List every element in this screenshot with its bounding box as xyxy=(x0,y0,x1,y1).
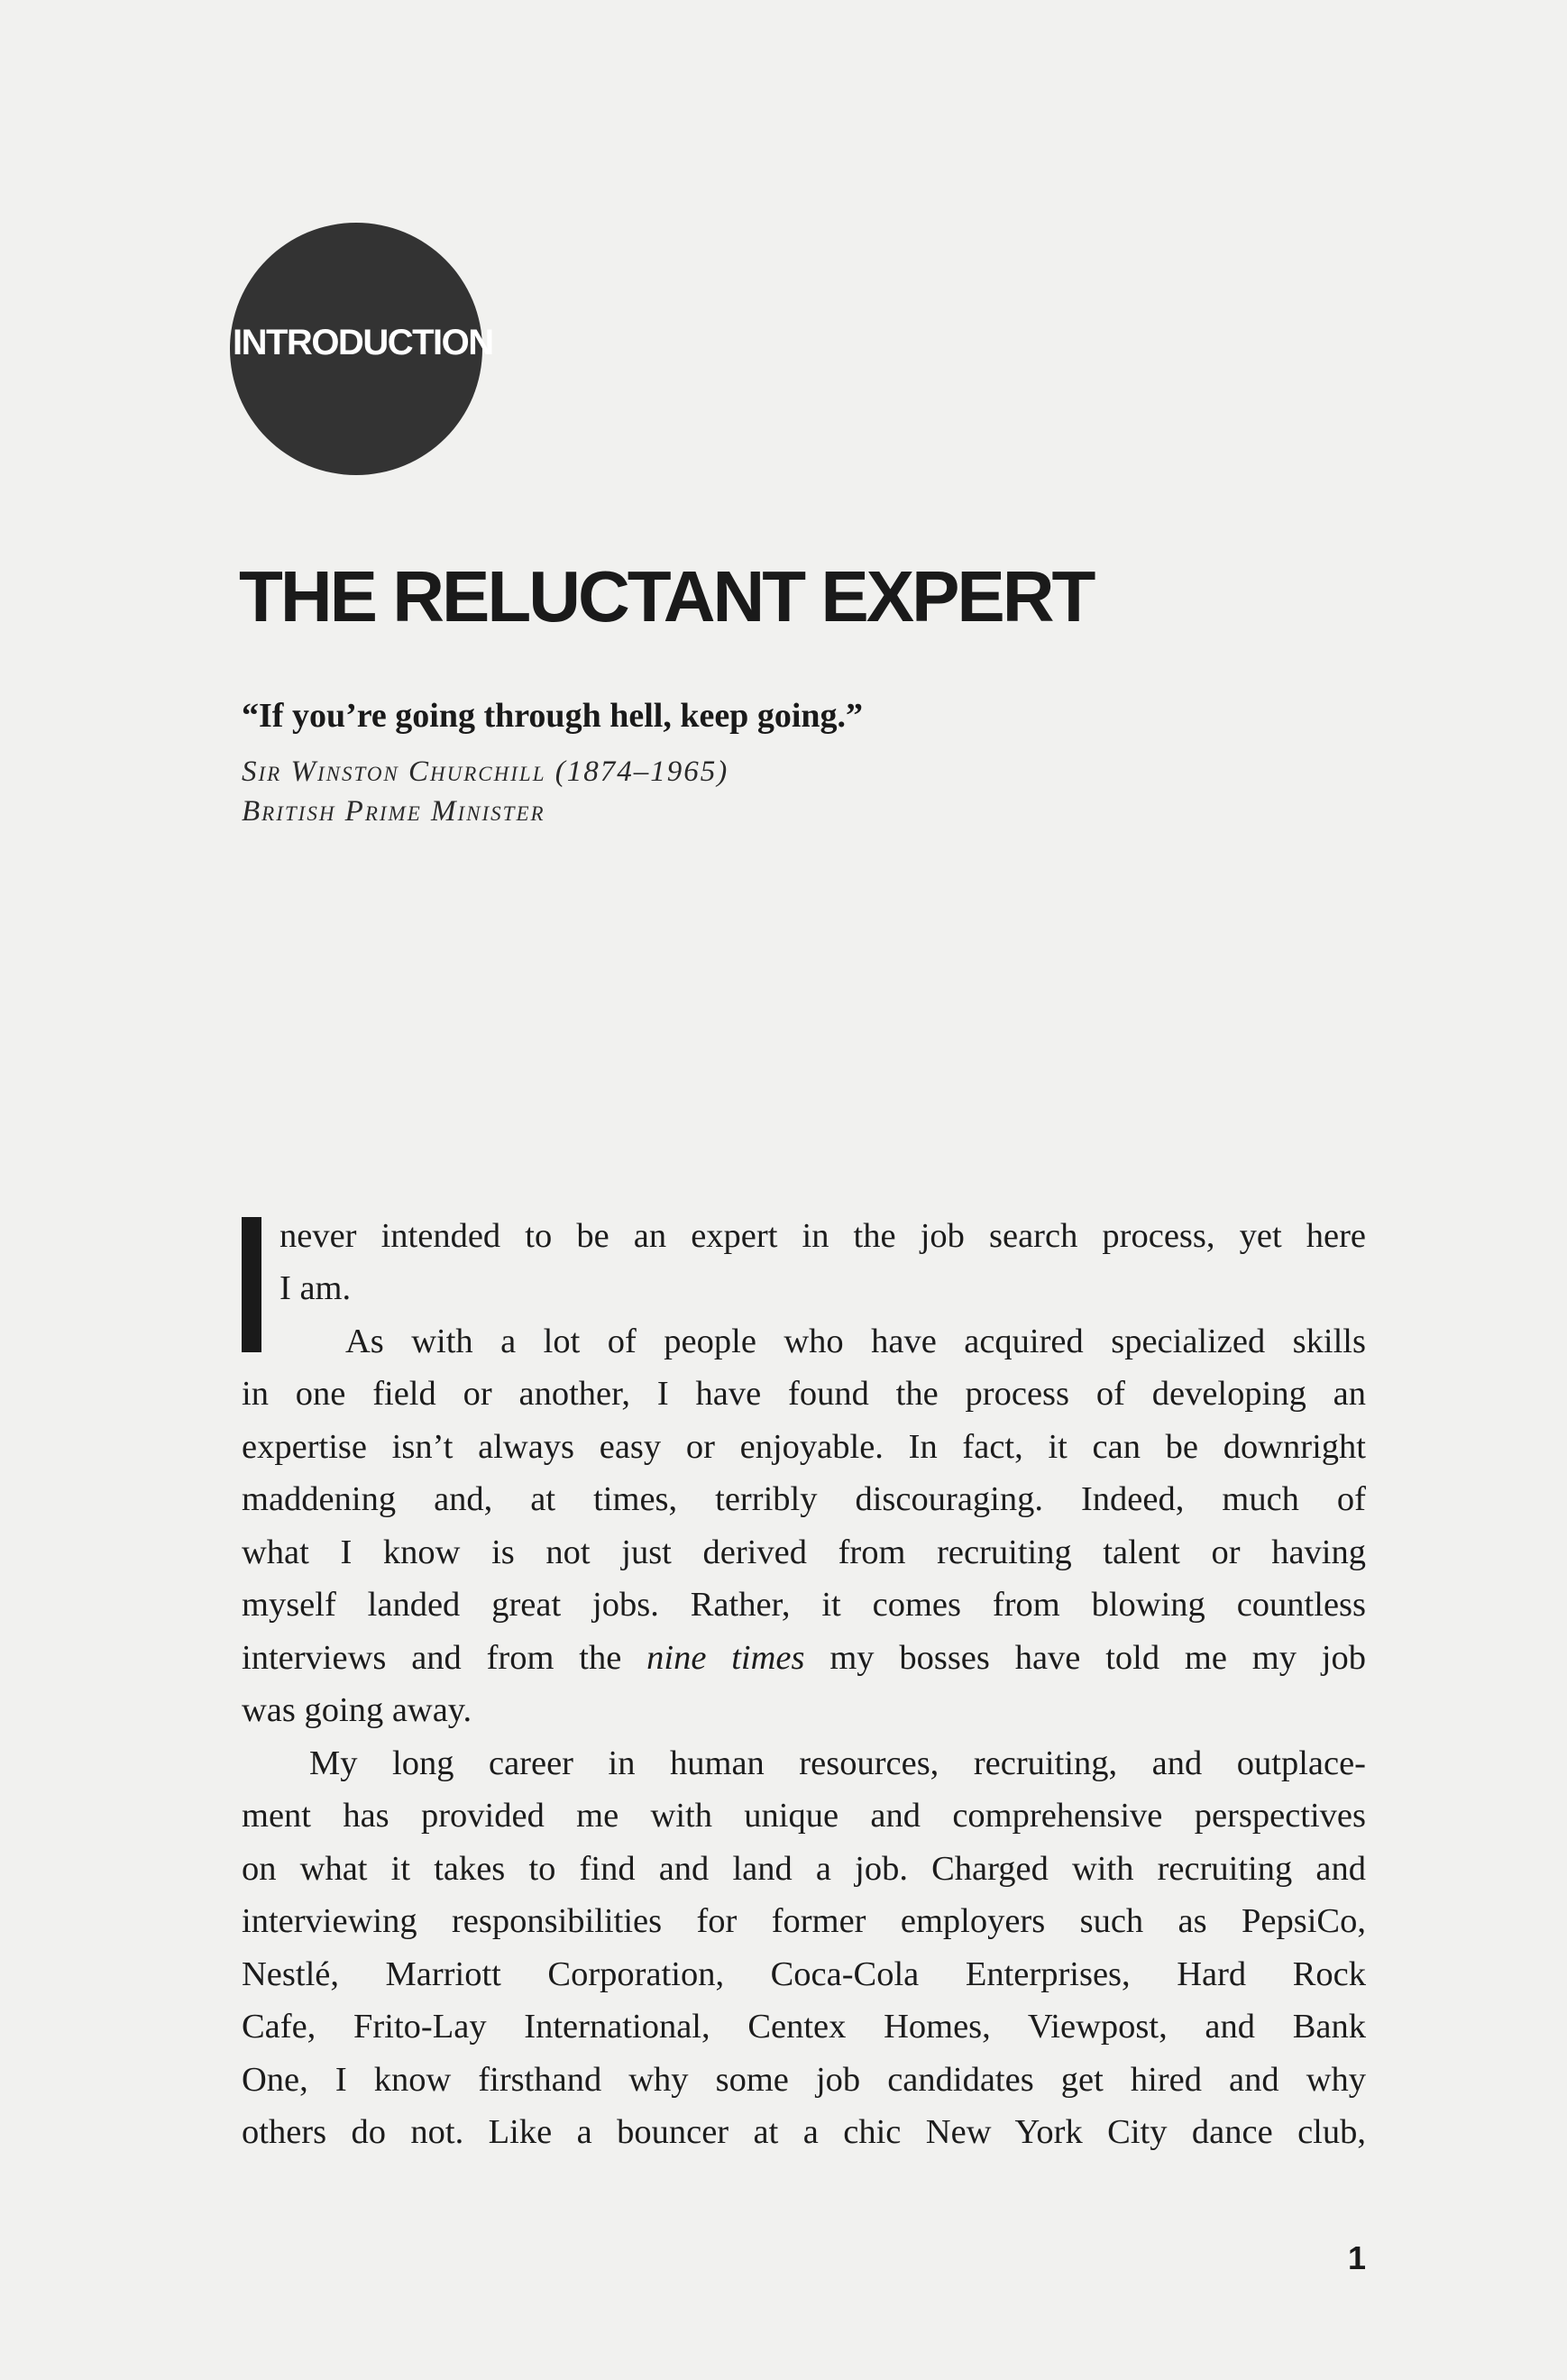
body-line: expertise isn’t always easy or enjoyable. In fact, it can be downright xyxy=(242,1428,1366,1466)
body-line: My long career in human resources, recruiting, and outplace- xyxy=(309,1744,1366,1782)
body-line: I am. xyxy=(279,1269,352,1307)
body-line: As with a lot of people who have acquired specialized skills xyxy=(345,1323,1366,1360)
introduction-label: INTRODUCTION xyxy=(233,323,493,362)
epigraph-quote: “If you’re going through hell, keep going.” xyxy=(242,697,864,735)
page-number: 1 xyxy=(1347,2239,1366,2276)
body-line: ment has provided me with unique and comprehensive perspectives xyxy=(242,1797,1366,1835)
body-line: Nestlé, Marriott Corporation, Coca-Cola Enterprises, Hard Rock xyxy=(242,1955,1366,1993)
body-line: interviewing responsibilities for former employers such as PepsiCo, xyxy=(242,1902,1366,1940)
body-line-with-emphasis xyxy=(242,1641,1366,1676)
body-line: was going away. xyxy=(242,1691,472,1729)
body-line: myself landed great jobs. Rather, it comes from blowing countless xyxy=(242,1586,1366,1624)
body-text: my bosses have told me my job xyxy=(804,1639,1366,1677)
drop-cap-i xyxy=(242,1217,261,1352)
epigraph-author: Sir Winston Churchill (1874–1965) xyxy=(242,755,729,788)
body-line: what I know is not just derived from recruiting talent or having xyxy=(242,1533,1366,1571)
emphasis-text: nine times xyxy=(646,1639,805,1677)
chapter-title: THE RELUCTANT EXPERT xyxy=(239,556,1094,636)
body-line: maddening and, at times, terribly discouraging. Indeed, much of xyxy=(242,1480,1366,1518)
body-line: others do not. Like a bouncer at a chic New York City dance club, xyxy=(242,2113,1366,2151)
body-line: One, I know firsthand why some job candidates get hired and why xyxy=(242,2061,1366,2099)
body-line: on what it takes to find and land a job. Charged with recruiting and xyxy=(242,1850,1366,1888)
body-line: never intended to be an expert in the job search process, yet here xyxy=(279,1217,1366,1255)
body-line: in one field or another, I have found the process of developing an xyxy=(242,1375,1366,1413)
body-text: interviews and from the xyxy=(242,1639,647,1677)
epigraph-role: British Prime Minister xyxy=(242,795,545,828)
body-line: Cafe, Frito-Lay International, Centex Homes, Viewpost, and Bank xyxy=(242,2008,1366,2046)
